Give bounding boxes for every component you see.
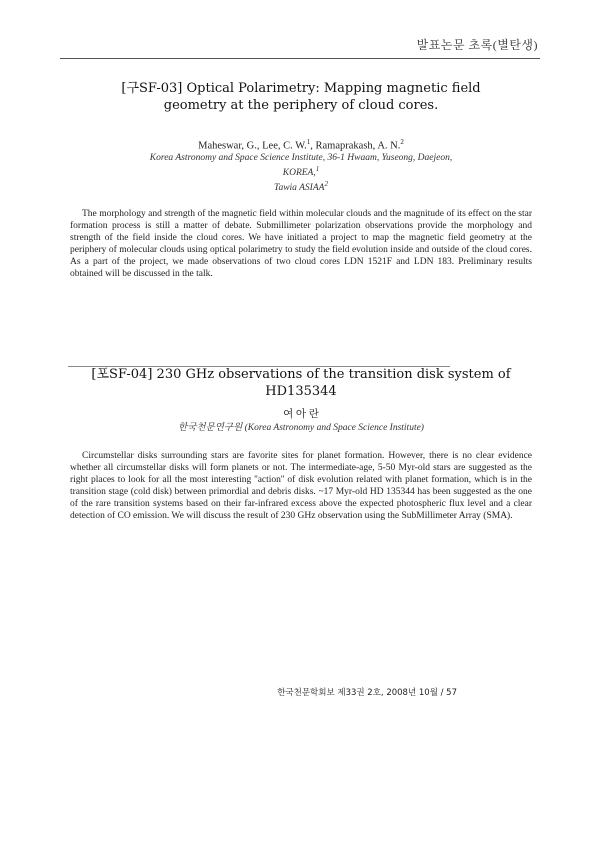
abstract-2 <box>70 366 532 522</box>
abstract-1-body <box>70 208 532 280</box>
page-footer: 한국천문학회보 제33권 2호, 2008년 10월 / 57 <box>277 688 457 698</box>
abstract-2-affiliation: 한국천문연구원 (Korea Astronomy and Space Science Institute) <box>178 423 424 433</box>
header-divider <box>60 58 540 59</box>
aff-line-3: Tawia ASIAA <box>274 182 325 193</box>
aff-line-1: Korea Astronomy and Space Science Institute, 36-1 Hwaam, Yuseong, Daejeon, <box>149 152 453 163</box>
author-1: Maheswar, G., <box>198 140 260 152</box>
aff-line-2: KOREA, <box>282 167 316 178</box>
abstract-1-affiliation <box>70 153 532 194</box>
abstract-2-code: [포SF-04] <box>91 367 153 382</box>
abstract-2-author: 여 아 란 <box>283 409 319 420</box>
aff-line-2-sup: 1 <box>315 164 320 173</box>
author-3: Ramaprakash, A. N. <box>315 140 401 152</box>
abstract-1-code: [구SF-03] <box>121 81 183 96</box>
abstract-1-title-line1: Optical Polarimetry: Mapping magnetic field <box>186 81 481 96</box>
abstract-2-paragraph: Circumstellar disks surrounding stars are favorite sites for planet formation. However, there is no clear evidence whether all circumstellar disks will form planets or not. The intermediate-age, 5-50 Myr-old stars are suggested as the right places to look for all the most interesting ''action'' of disk evolution related with planet formation, which is in the transition stage (cold disk) between primordial and debris disks. ~17 Myr-old HD 135344 has been suggested as the one of the rare transition systems based on their far-infrared excess above the expected photospheric flux level and a clear detection of CO emission. We will discuss the result of 230 GHz observation using the SubMillimeter Array (SMA). <box>70 451 532 521</box>
author-2-sup: 1 <box>306 138 311 146</box>
abstract-1-paragraph: The morphology and strength of the magnetic field within molecular clouds and the magnitude of its effect on the star formation process is still a matter of debate. Submillimeter polarization observations provide the morphology and strength of the field inside the cloud cores. We have initiated a project to map the magnetic field geometry at the periphery of molecular clouds using optical polarimetry to study the field evolution inside and outside of the cloud cores. As a part of the project, we made observations of two cloud cores LDN 1521F and LDN 183. Preliminary results obtained will be discussed in the talk. <box>70 208 532 279</box>
running-header: 발표논문 초록(별탄생) <box>416 38 538 52</box>
abstract-2-body <box>70 450 532 522</box>
abstract-1-authors: Maheswar, G., Lee, C. W.$^1$, Ramaprakash, A. N.$^2$ <box>198 138 404 152</box>
aff-line-3-sup: 2 <box>324 179 328 188</box>
abstract-1-title <box>70 80 532 114</box>
abstract-2-title-line1: 230 GHz observations of the transition disk system of <box>156 367 511 382</box>
abstract-1-title-line2: geometry at the periphery of cloud cores. <box>163 98 439 113</box>
abstract-2-title-line2: HD135344 <box>265 384 337 399</box>
abstract-1 <box>70 80 532 280</box>
abstract-2-title <box>70 366 532 400</box>
author-2: Lee, C. W. <box>262 140 307 152</box>
author-3-sup: 2 <box>400 138 404 146</box>
